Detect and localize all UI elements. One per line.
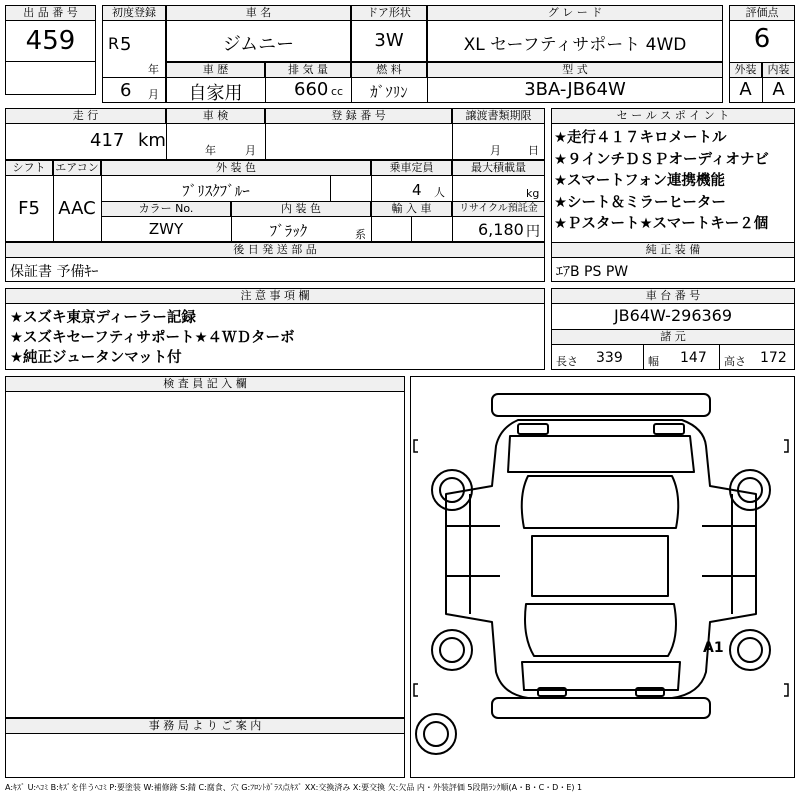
car-name-label: 車 名 — [166, 5, 351, 21]
note-item: ★純正ジュータンマット付 — [10, 350, 182, 366]
grade-label: グ レ ー ド — [427, 5, 723, 21]
office-label: 事 務 局 よ り ご 案 内 — [5, 718, 405, 734]
recycle-unit: 円 — [526, 224, 540, 240]
exterior-label: 外装 — [729, 62, 762, 78]
first-reg-divider — [102, 77, 166, 78]
width-value: 147 — [680, 350, 707, 366]
ac-label: エアコン — [53, 160, 101, 176]
chassis-number: JB64W-296369 — [613, 306, 733, 325]
color-label: 外 装 色 — [101, 160, 371, 176]
sales-point: ★走行４１７キロメートル — [554, 130, 727, 146]
chassis-label: 車 台 番 号 — [551, 288, 795, 304]
history-label: 車 歴 — [166, 62, 265, 78]
displacement-label: 排 気 量 — [265, 62, 351, 78]
equipment-label: 純 正 装 備 — [551, 242, 795, 258]
mileage-value: 417 — [90, 130, 125, 151]
first-reg-label: 初度登録 — [102, 5, 166, 21]
interior-color-value: ﾌﾞﾗｯｸ — [269, 222, 308, 240]
inspector-box — [5, 376, 405, 718]
model-label: 型 式 — [427, 62, 723, 78]
sales-point: ★シート＆ミラーヒーター — [554, 194, 726, 211]
score-label: 評価点 — [729, 5, 795, 21]
mileage-label: 走 行 — [5, 108, 166, 124]
inspection-month: 月 — [245, 144, 256, 157]
car-diagram — [410, 376, 795, 778]
grade-value: XL セーフティサポート 4WD — [463, 35, 687, 55]
colorno-value: ZWY — [148, 220, 184, 238]
width-label: 幅 — [648, 355, 659, 368]
height-value: 172 — [760, 350, 787, 366]
capacity-unit: 人 — [434, 186, 445, 199]
transfer-label: 譲渡書類期限 — [452, 108, 545, 124]
capacity-value: 4 — [412, 181, 422, 199]
shift-label: シフト — [5, 160, 53, 176]
car-name: ジムニー — [222, 34, 295, 55]
year-suffix: 年 — [148, 63, 159, 76]
exterior-grade: A — [739, 79, 752, 100]
history-value: 自家用 — [188, 83, 243, 104]
sales-point: ★９インチＤＳＰオーディオナビ — [554, 151, 769, 168]
inspector-label: 検 査 員 記 入 欄 — [5, 376, 405, 392]
displacement-unit: cc — [331, 85, 344, 98]
ac-value: AAC — [58, 198, 96, 219]
lot-divider — [5, 61, 96, 62]
recycle-label: リサイクル預託金 — [452, 201, 545, 217]
interior-color-suffix: 系 — [355, 228, 366, 241]
note-item: ★スズキ東京ディーラー記録 — [10, 310, 196, 326]
length-label: 長さ — [556, 355, 578, 368]
interior-label: 内装 — [762, 62, 795, 78]
capacity-label: 乗車定員 — [371, 160, 452, 176]
lot-number-label: 出 品 番 号 — [5, 5, 96, 21]
sales-point: ★Ｐスタート★スマートキー２個 — [554, 216, 769, 232]
length-value: 339 — [596, 350, 623, 366]
mileage-unit: km — [138, 130, 166, 151]
inspection-year: 年 — [205, 144, 216, 157]
regno-label: 登 録 番 号 — [265, 108, 452, 124]
colorno-label: カラー No. — [101, 201, 231, 217]
year-num: 5 — [120, 34, 132, 55]
door-label: ドア形状 — [351, 5, 427, 21]
inspection-label: 車 検 — [166, 108, 265, 124]
transfer-day: 日 — [528, 144, 539, 157]
load-unit: kg — [526, 187, 540, 200]
month-suffix: 月 — [148, 88, 159, 101]
interior-color-label: 内 装 色 — [231, 201, 371, 217]
fuel-value: ｶﾞｿﾘﾝ — [370, 83, 408, 101]
notes-list — [10, 308, 295, 368]
transfer-month: 月 — [490, 144, 501, 157]
interior-grade: A — [772, 79, 785, 100]
notes-label: 注 意 事 項 欄 — [5, 288, 545, 304]
equipment-value: ｴｱB PS PW — [556, 264, 629, 280]
score-value: 6 — [753, 24, 771, 54]
shift-value: F5 — [18, 198, 40, 219]
sales-points-label: セ ー ル ス ポ イ ン ト — [551, 108, 795, 124]
sales-points-list — [554, 128, 794, 236]
later-parts-label: 後 日 発 送 部 品 — [5, 242, 545, 258]
note-item: ★スズキセーフティサポート★４ＷＤターボ — [10, 330, 295, 346]
load-label: 最大積載量 — [452, 160, 545, 176]
legend: A:ｷｽﾞ U:ﾍｺﾐ B:ｷｽﾞを伴うﾍｺﾐ P:要塗装 W:補修跡 S:錆 C:腐食、穴 G:ﾌﾛﾝﾄｶﾞﾗｽ点ｷｽﾞ XX:交換済み X:要交換 欠:欠品 内・外装評価 5段階ﾗﾝｸ順(A・B・C・D・E) 1 — [5, 783, 583, 792]
height-label: 高さ — [724, 355, 746, 368]
lot-number: 459 — [25, 26, 76, 56]
door-value: 3W — [374, 30, 404, 51]
damage-mark: A1 — [703, 640, 724, 656]
month-num: 6 — [120, 80, 132, 101]
displacement-value: 660 — [294, 79, 329, 100]
later-parts-value: 保証書 予備ｷｰ — [10, 264, 99, 280]
sales-point: ★スマートフォン連携機能 — [554, 173, 726, 189]
fuel-label: 燃 料 — [351, 62, 427, 78]
model-value: 3BA-JB64W — [524, 79, 626, 100]
color-value: ﾌﾞﾘｽｸﾌﾞﾙｰ — [182, 182, 250, 200]
era: R — [108, 34, 120, 53]
spec-label: 諸 元 — [551, 329, 795, 345]
import-label: 輸 入 車 — [371, 201, 452, 217]
recycle-value: 6,180 — [478, 220, 524, 239]
